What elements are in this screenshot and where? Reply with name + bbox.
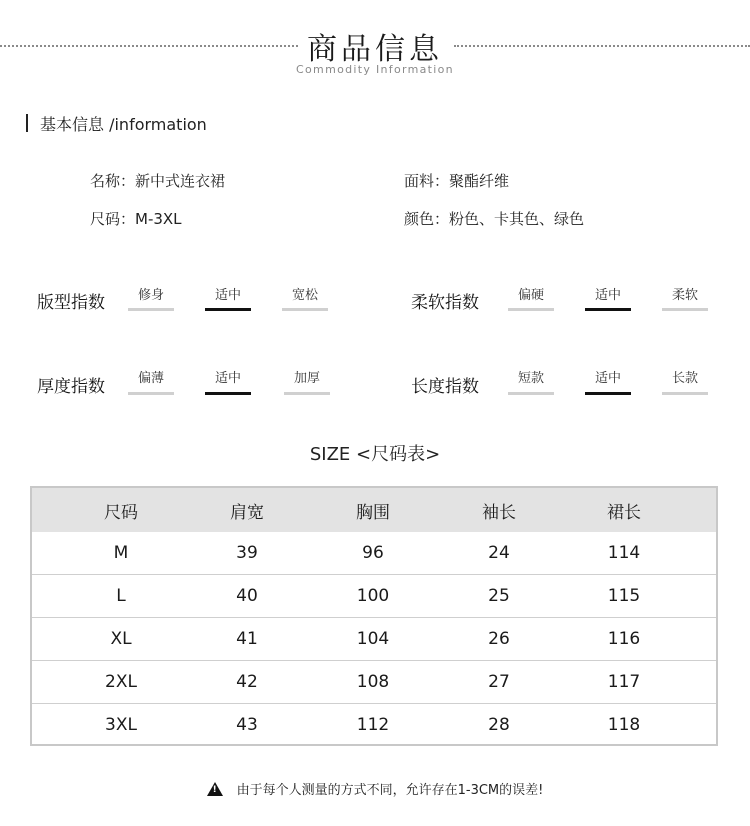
index-option-selected: 适中 xyxy=(214,288,241,303)
index-option-line xyxy=(508,392,554,395)
index-option: 加厚 xyxy=(293,371,320,386)
index-title: 柔软指数 xyxy=(411,293,479,313)
table-header-cell: 肩宽 xyxy=(230,502,264,523)
table-cell: 116 xyxy=(607,629,641,649)
info-size: 尺码：M-3XL xyxy=(90,210,182,228)
index-option-line-selected xyxy=(585,308,631,311)
index-option: 宽松 xyxy=(291,288,318,303)
table-cell: 115 xyxy=(607,586,641,606)
table-cell: 104 xyxy=(356,629,390,649)
table-header-cell: 袖长 xyxy=(482,502,516,523)
table-cell: 27 xyxy=(488,672,510,692)
size-table-title: SIZE <尺码表> xyxy=(309,444,441,465)
table-row xyxy=(32,532,716,574)
index-option-line-selected xyxy=(585,392,631,395)
table-cell: 28 xyxy=(488,715,510,735)
index-option-line xyxy=(508,308,554,311)
index-option-line xyxy=(282,308,328,311)
index-title: 厚度指数 xyxy=(37,377,105,397)
table-header-row xyxy=(32,488,716,532)
index-option-selected: 适中 xyxy=(214,371,241,386)
index-option-line xyxy=(128,308,174,311)
note-text: 由于每个人测量的方式不同，允许存在1-3CM的误差! xyxy=(236,783,544,798)
table-header-cell: 尺码 xyxy=(104,502,138,523)
table-cell: 25 xyxy=(488,586,510,606)
table-cell: 118 xyxy=(607,715,641,735)
table-header-cell: 裙长 xyxy=(607,502,641,523)
table-cell: 100 xyxy=(356,586,390,606)
index-option: 修身 xyxy=(137,288,164,303)
table-cell: M xyxy=(113,543,129,563)
page-title: 商品信息 xyxy=(307,32,443,67)
info-color: 颜色：粉色、卡其色、绿色 xyxy=(404,210,585,228)
table-row xyxy=(32,617,716,660)
index-option-line-selected xyxy=(205,308,251,311)
table-row xyxy=(32,660,716,703)
table-cell: 42 xyxy=(236,672,258,692)
table-cell: 41 xyxy=(236,629,258,649)
table-cell: 40 xyxy=(236,586,258,606)
table-row xyxy=(32,703,716,746)
index-option: 柔软 xyxy=(671,288,698,303)
table-cell: 3XL xyxy=(105,715,137,735)
table-cell: 43 xyxy=(236,715,258,735)
index-option-line xyxy=(662,308,708,311)
index-option-selected: 适中 xyxy=(594,288,621,303)
info-fabric: 面料：聚酯纤维 xyxy=(404,172,510,190)
measurement-note xyxy=(0,779,750,798)
index-option: 偏硬 xyxy=(517,288,544,303)
table-header-cell: 胸围 xyxy=(356,502,390,523)
index-option: 长款 xyxy=(671,371,698,386)
table-cell: 24 xyxy=(488,543,510,563)
table-cell: 96 xyxy=(362,543,384,563)
index-option-line xyxy=(662,392,708,395)
table-cell: XL xyxy=(110,629,132,649)
index-title: 长度指数 xyxy=(411,377,479,397)
table-cell: 114 xyxy=(607,543,641,563)
size-table xyxy=(30,486,718,746)
index-option-line xyxy=(284,392,330,395)
table-cell: 2XL xyxy=(105,672,137,692)
index-option: 短款 xyxy=(517,371,544,386)
index-title: 版型指数 xyxy=(37,293,105,313)
index-option-line-selected xyxy=(205,392,251,395)
table-cell: 112 xyxy=(356,715,390,735)
section-marker xyxy=(26,114,28,132)
index-option-line xyxy=(128,392,174,395)
table-cell: 26 xyxy=(488,629,510,649)
table-cell: 117 xyxy=(607,672,641,692)
table-cell: L xyxy=(116,586,126,606)
table-cell: 39 xyxy=(236,543,258,563)
table-cell: 108 xyxy=(356,672,390,692)
page-subtitle: Commodity Information xyxy=(296,63,454,76)
table-row xyxy=(32,574,716,617)
section-title: 基本信息 /information xyxy=(40,115,207,134)
warning-icon xyxy=(207,782,223,796)
index-option-selected: 适中 xyxy=(594,371,621,386)
info-name: 名称：新中式连衣裙 xyxy=(90,172,226,190)
index-option: 偏薄 xyxy=(137,371,164,386)
